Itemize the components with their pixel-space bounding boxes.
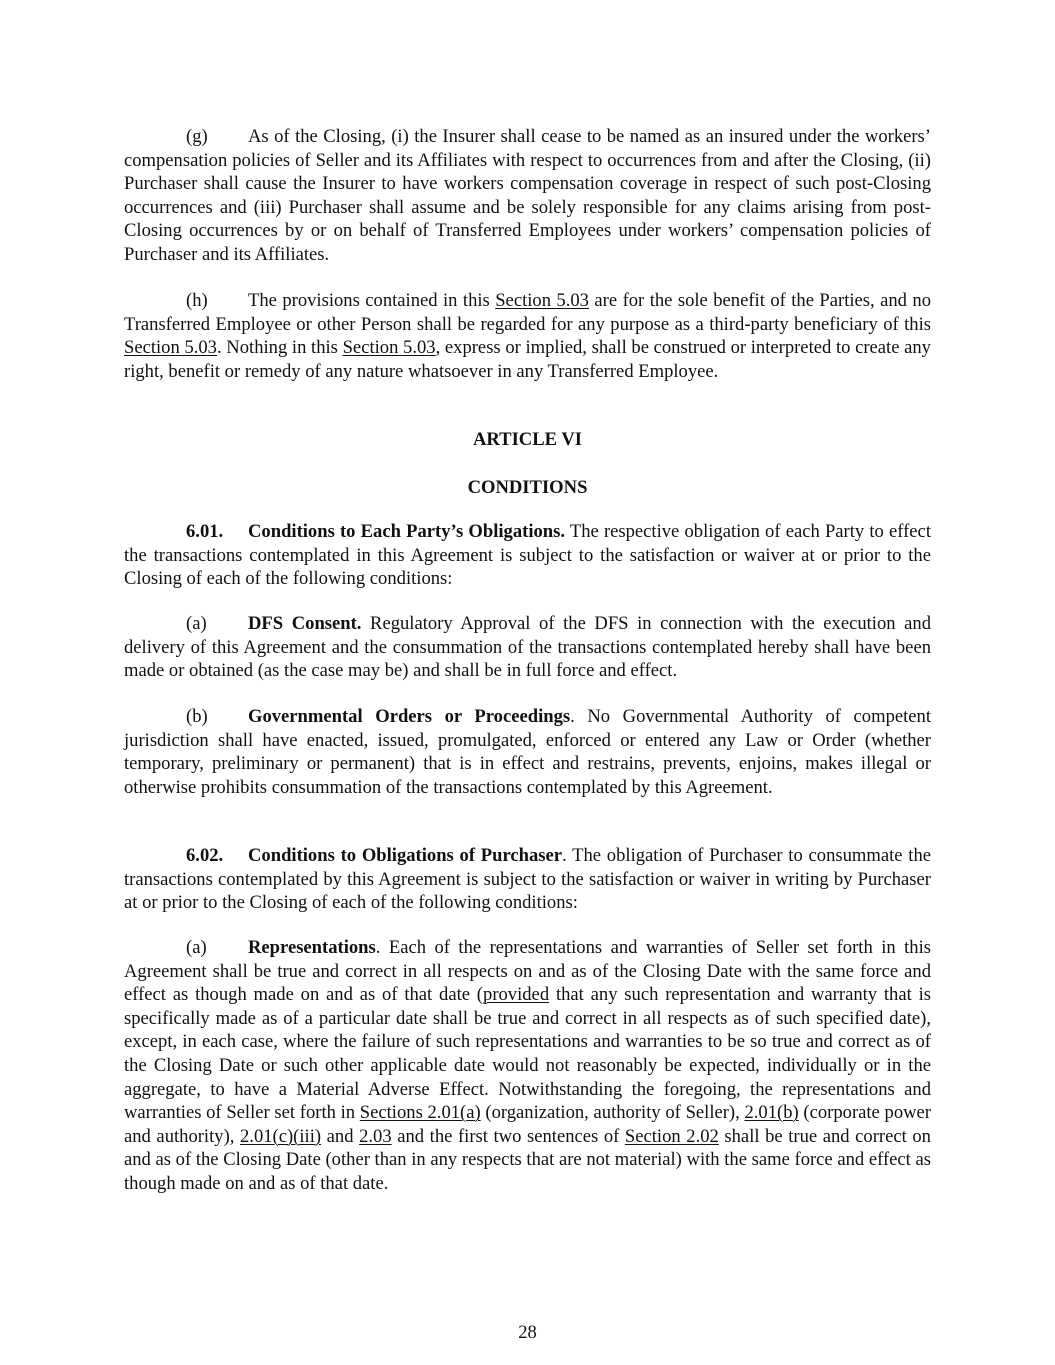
section-reference: Section 5.03 [495, 290, 589, 311]
paragraph-label: (a) [186, 937, 207, 958]
provided-term: provided [483, 984, 550, 1006]
section-reference: 2.01(c)(iii) [240, 1125, 322, 1147]
section-number: 6.01. [186, 521, 224, 542]
paragraph-label: (a) [186, 613, 207, 634]
paragraph-h [124, 289, 931, 383]
section-text: The respective obligation of each Party to effect the transactions contemplated in this Agreement is subject to the satisfaction or waiver at or prior to the Closing of each of the following conditions: [124, 521, 931, 590]
paragraph-text: that any such representation and warranty that is specifically made as of a particular date shall be true and correct in all respects as of such specified date), except, in each case, where the failure of such representations and warranties to be so true and correct as of the Closing Date or such other applicable date would not reasonably be expected, individually or in the aggregate, to have a Material Adverse Effect. Notwithstanding the foregoing, the representations and warranties of Seller set forth in [124, 984, 931, 1124]
section-reference: 2.03 [359, 1125, 392, 1147]
section-6-01-a [124, 612, 931, 683]
section-reference: Sections 2.01(a) [359, 1102, 481, 1124]
page-number: 28 [518, 1322, 537, 1343]
section-heading: Conditions to Each Party’s Obligations. [248, 521, 566, 542]
section-text: . The obligation of Purchaser to consummate the transactions contemplated by this Agreement is subject to the satisfaction or waiver in writing by Purchaser at or prior to the Closing of each of the following conditions: [124, 845, 931, 914]
paragraph-text: and the first two sentences of [391, 1125, 625, 1147]
article-title: ARTICLE VI [472, 429, 583, 450]
section-6-01-b [124, 705, 931, 799]
section-reference: Section 5.03 [342, 337, 436, 359]
section-reference: Section 5.03 [124, 337, 217, 359]
paragraph-heading: Representations [248, 937, 376, 958]
section-heading: Conditions to Obligations of Purchaser [248, 845, 563, 866]
paragraph-text: , express or implied, shall be construed or interpreted to create any right, benefit or remedy of any nature whatsoever in any Transferred Employee. [124, 337, 931, 382]
paragraph-text: and [321, 1125, 360, 1147]
paragraph-g [124, 125, 931, 267]
paragraph-heading: DFS Consent. [248, 613, 362, 634]
section-number: 6.02. [186, 845, 224, 866]
paragraph-label: (b) [186, 706, 208, 727]
paragraph-text: . Nothing in this [216, 337, 343, 359]
paragraph-text: . No Governmental Authority of competent jurisdiction shall have enacted, issued, promulgated, enforced or entered any Law or Order (whether temporary, preliminary or permanent) that is in effect and restrains, prevents, enjoins, makes illegal or otherwise prohibits consummation of the transactions contemplated by this Agreement. [124, 706, 931, 798]
paragraph-text: shall be true and correct on and as of the Closing Date (other than in any respects that are not material) with the same force and effect as though made on and as of that date. [124, 1125, 931, 1194]
paragraph-text: are for the sole benefit of the Parties, and no Transferred Employee or other Person shall be regarded for any purpose as a third-party beneficiary of this [124, 290, 931, 335]
section-reference: Section 2.02 [624, 1125, 719, 1147]
section-6-02-a [124, 936, 931, 1196]
paragraph-text: (organization, authority of Seller), [480, 1102, 745, 1124]
paragraph-label: (h) [186, 290, 208, 311]
section-6-02 [124, 844, 931, 915]
paragraph-label: (g) [186, 126, 208, 147]
paragraph-text: As of the Closing, (i) the Insurer shall cease to be named as an insured under the workers’ compensation policies of Seller and its Affiliates with respect to occurrences from and after the Closing, (ii) Purchaser shall cause the Insurer to have workers compensation coverage in respect of such post-Closing occurrences and (iii) Purchaser shall assume and be solely responsible for any claims arising from post-Closing occurrences by or on behalf of Transferred Employees under workers’ compensation policies of Purchaser and its Affiliates. [124, 126, 931, 265]
section-reference: 2.01(b) [744, 1102, 799, 1124]
paragraph-text: (corporate power and authority), [124, 1102, 931, 1147]
section-6-01 [124, 520, 931, 591]
article-subtitle: CONDITIONS [467, 477, 588, 498]
paragraph-text: . Each of the representations and warranties of Seller set forth in this Agreement shall be true and correct in all respects on and as of the Closing Date with the same force and effect as though made on and as of that date ( [124, 937, 931, 1006]
paragraph-heading: Governmental Orders or Proceedings [248, 706, 571, 727]
paragraph-text: The provisions contained in this [248, 290, 496, 311]
paragraph-text: Regulatory Approval of the DFS in connection with the execution and delivery of this Agreement and the consummation of the transactions contemplated hereby shall have been made or obtained (as the case may be) and shall be in full force and effect. [124, 613, 931, 682]
